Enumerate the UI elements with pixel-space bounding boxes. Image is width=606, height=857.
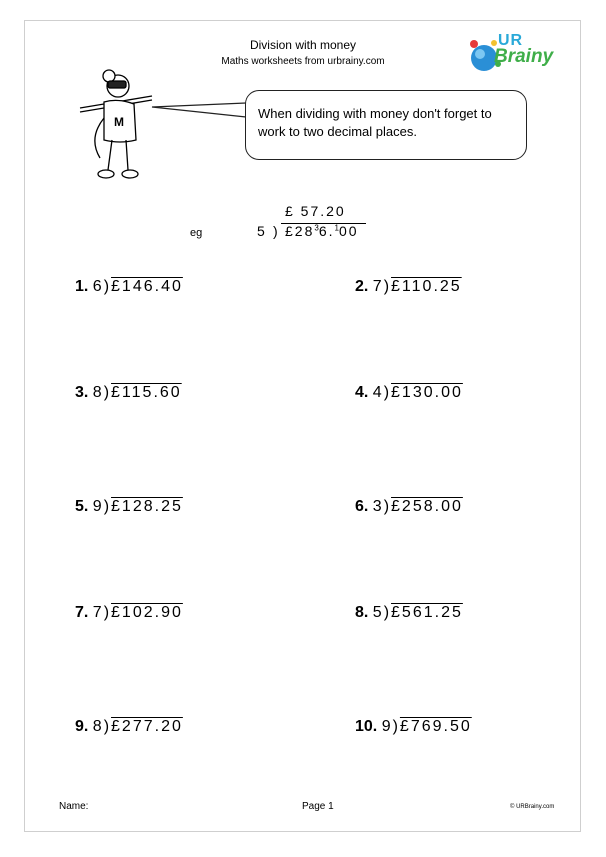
example-bracket: ) xyxy=(273,223,280,239)
problem-bracket: ) xyxy=(383,498,392,515)
problem-number: 8. xyxy=(355,604,373,621)
problem-divisor: 6 xyxy=(92,278,104,295)
problem-dividend: £561.25 xyxy=(391,604,463,621)
example-label: eg xyxy=(190,227,203,239)
problem-bracket: ) xyxy=(383,604,392,621)
mouse-mascot-icon xyxy=(78,68,160,186)
problem-number: 3. xyxy=(75,384,93,401)
problem-number: 6. xyxy=(355,498,373,515)
problem-divisor: 8 xyxy=(92,384,104,401)
problem-bracket: ) xyxy=(103,498,112,515)
problem-divisor: 7 xyxy=(92,604,104,621)
division-problem xyxy=(75,718,183,744)
example-divisor: 5 xyxy=(257,223,267,239)
problem-number: 5. xyxy=(75,498,93,515)
copyright: © URBrainy.com xyxy=(510,804,555,810)
logo-brainy: Brainy xyxy=(494,46,554,67)
problem-bracket: ) xyxy=(103,278,112,295)
page-number: Page 1 xyxy=(302,801,334,812)
problem-number: 2. xyxy=(355,278,373,295)
example-quotient: £ 57.20 xyxy=(285,203,346,219)
problem-bracket: ) xyxy=(103,718,112,735)
name-label: Name: xyxy=(59,801,89,812)
problem-dividend: £130.00 xyxy=(391,384,463,401)
problem-dividend: £115.60 xyxy=(111,384,182,401)
problem-number: 4. xyxy=(355,384,373,401)
problem-divisor: 8 xyxy=(92,718,104,735)
example-dividend: $£28^36.^100$ xyxy=(285,223,359,239)
problem-dividend: £102.90 xyxy=(111,604,183,621)
speech-bubble-tail xyxy=(150,95,250,125)
division-problem xyxy=(75,498,183,524)
problem-bracket: ) xyxy=(383,278,392,295)
problem-divisor: 7 xyxy=(372,278,384,295)
worksheet-subtitle: Maths worksheets from urbrainy.com xyxy=(221,56,385,67)
division-problem xyxy=(355,278,462,304)
problem-dividend: £110.25 xyxy=(391,278,462,295)
problem-dividend: £277.20 xyxy=(111,718,183,735)
problem-dividend: £258.00 xyxy=(391,498,463,515)
worksheet-title: Division with money xyxy=(249,38,357,52)
problem-divisor: 3 xyxy=(372,498,384,515)
division-problem xyxy=(75,604,183,630)
problem-dividend: £146.40 xyxy=(111,278,183,295)
division-problem xyxy=(75,384,182,410)
problem-number: 9. xyxy=(75,718,93,735)
problem-number: 1. xyxy=(75,278,93,295)
division-problem xyxy=(355,384,463,410)
division-problem xyxy=(355,604,463,630)
problem-bracket: ) xyxy=(103,604,112,621)
problem-number: 7. xyxy=(75,604,93,621)
problem-bracket: ) xyxy=(383,384,392,401)
problem-divisor: 5 xyxy=(372,604,384,621)
problem-divisor: 4 xyxy=(372,384,384,401)
division-problem xyxy=(355,498,463,524)
problem-dividend: £128.25 xyxy=(111,498,183,515)
problem-divisor: 9 xyxy=(92,498,104,515)
division-problem xyxy=(75,278,183,304)
urbrainy-logo xyxy=(468,30,564,80)
problem-divisor: 9 xyxy=(381,718,393,735)
problem-number: 10. xyxy=(355,718,382,735)
division-problem xyxy=(355,718,472,744)
logo-ur: UR xyxy=(498,32,524,49)
problem-dividend: £769.50 xyxy=(399,718,472,735)
problem-bracket: ) xyxy=(392,718,400,735)
problem-bracket: ) xyxy=(103,384,112,401)
tip-speech-bubble: When dividing with money don't forget to work to two decimal places. xyxy=(245,90,527,160)
worked-example xyxy=(255,203,375,243)
svg-text:M: M xyxy=(114,115,124,129)
